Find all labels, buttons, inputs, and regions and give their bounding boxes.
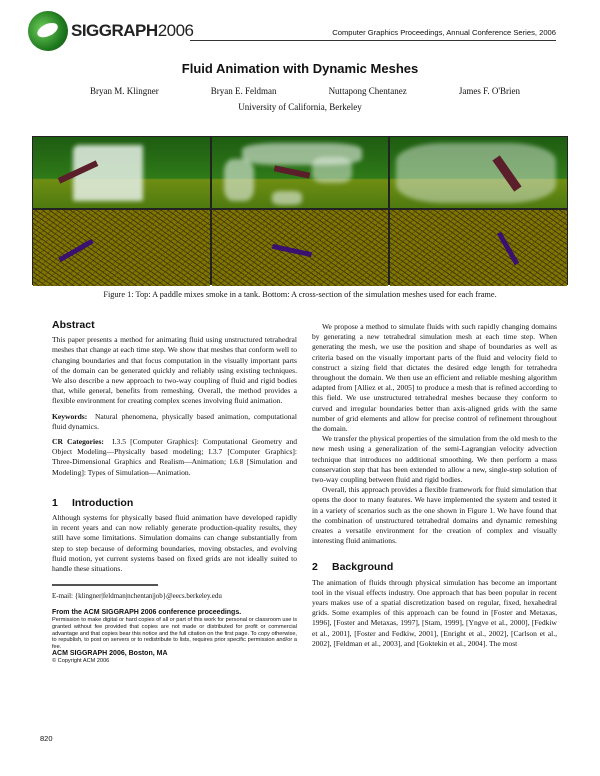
copyright: © Copyright ACM 2006 [52, 658, 110, 665]
venue: ACM SIGGRAPH 2006, Boston, MA [52, 650, 168, 658]
figure-caption: Figure 1: Top: A paddle mixes smoke in a tank. Bottom: A cross-section of the simulation meshes used for each frame. [103, 290, 497, 299]
mesh-frame-2 [212, 210, 389, 286]
mesh-frame-1 [33, 210, 210, 286]
permission-notice: Permission to make digital or hard copies of all or part of this work for personal or classroom use is granted without fee provided that copies are not made or distributed for profit or commercial advantage and that copies bear this notice and the full citation on the first page. To copy otherwise, to republish, to post on servers or to redistribute to lists, requires prior specific permission and/or a fee. [52, 617, 297, 650]
left-column [52, 320, 297, 665]
email: E-mail: {klingner|feldman|nchentan|job}@eecs.berkeley.edu [52, 592, 222, 601]
intro-heading: 1 Introduction [52, 496, 134, 509]
cr-categories: CR Categories: I.3.5 [Computer Graphics]: Computational Geometry and Object Modeling—Physically based modeling; I.3.7 [Computer Graphics]: Three-Dimensional Graphics and Realism—Animation; I.6.8 [Simulation and Modeling]: Types of Simulation—Animation. [52, 437, 298, 477]
keywords: Keywords: Natural phenomena, physically based animation, computational fluid dynamics. [52, 411, 297, 431]
intro-paragraph: Although systems for physically based fluid animation have developed rapidly in recent years and can now reliably generate production-quality results, they still have some limitations. Simulation domains can change substantially from step to step because of deforming boundaries, moving obstacles, and evolving fluid motion, yet current systems based on fixed grids are not ideally suited to handle these situations. [52, 513, 297, 574]
abstract-text: This paper presents a method for animating fluid using unstructured tetrahedral meshes that change at each time step. We show that meshes that conform well to changing boundaries and that focus computation in the visually important parts of the domain can be generated quickly and reliably using existing techniques. We also describe a new approach to two-way coupling of fluid and rigid bodies that, while general, benefits from remeshing. Overall, the method provides a flexible environment for creating complex scenes involving fluid animation. [52, 335, 297, 406]
author: Bryan E. Feldman [210, 86, 277, 96]
footnote-rule [52, 584, 158, 586]
affiliation: University of California, Berkeley [238, 102, 362, 112]
logo-text: SIGGRAPH2006 [71, 21, 194, 40]
figure-1 [32, 136, 568, 285]
proceedings-note: From the ACM SIGGRAPH 2006 conference proceedings. [52, 609, 242, 617]
right-column [312, 322, 557, 654]
author: Nuttapong Chentanez [328, 86, 407, 96]
header-rule [190, 40, 556, 41]
background-heading: 2 Background [312, 561, 394, 574]
paper-title: Fluid Animation with Dynamic Meshes [181, 61, 419, 76]
smoke-frame-1 [33, 137, 210, 208]
siggraph-logo [28, 10, 198, 52]
author-list [90, 86, 520, 96]
intro-paragraph: We propose a method to simulate fluids with such rapidly changing domains by generating a new tetrahedral simulation mesh at each time step. When generating the mesh, we use the position and shape of boundaries as well as criteria based on the visually important parts of the fluid and velocity field to construct a sizing field that dictates the desired edge length for tetrahedra throughout the domain. We then use an efficient and reliable meshing algorithm adapted from [Alliez et al., 2005] to produce a mesh that is refined according to this field. We use unstructured tetrahedral meshes because they conform to curved and irregular boundaries better than axis-aligned grids with the same number of grid elements and allow for precise control of refinement throughout the domain. [312, 322, 557, 434]
abstract-heading: Abstract [52, 319, 95, 331]
author: Bryan M. Klingner [90, 86, 159, 96]
mesh-frame-3 [390, 210, 567, 286]
smoke-frame-3 [390, 137, 567, 208]
background-paragraph: The animation of fluids through physical simulation has become an important tool in the visual effects industry. One approach that has been popular in recent years makes use of a spatial discretization based on regular, fixed, hexahedral grids. Some examples of this approach can be found in [Foster and Metaxas, 1996], [Foster and Metaxas, 1997], [Stam, 1999], [Yngve et al., 2000], [Fedkiw et al., 2001], [Foster and Fedkiw, 2001], [Enright et al., 2002], [Carlson et al., 2002], [Feldman et al., 2003], and [Goktekin et al., 2004]. The most [312, 577, 557, 648]
running-head: Computer Graphics Proceedings, Annual Conference Series, 2006 [332, 28, 556, 37]
intro-paragraph: We transfer the physical properties of the simulation from the old mesh to the new mesh using a generalization of the semi-Lagrangian velocity advection technique that introduces no additional smoothing. We then perform a mass conservation step that has been extended to allow a new, single-step solution of two-way coupling between fluid and rigid bodies. [312, 434, 557, 485]
smoke-frame-2 [212, 137, 389, 208]
page-number: 820 [40, 734, 53, 743]
intro-paragraph: Overall, this approach provides a flexible framework for fluid simulation that opens the door to many features. We have implemented the system and tested it in a variety of scenarios such as the one shown in Figure 1. We have found that the combination of unstructured tetrahedral domains and dynamic remeshing creates a versatile environment for the creation of complex and visually interesting fluid animations. [312, 485, 557, 546]
author: James F. O'Brien [458, 86, 520, 96]
logo-ring-icon [21, 4, 74, 57]
